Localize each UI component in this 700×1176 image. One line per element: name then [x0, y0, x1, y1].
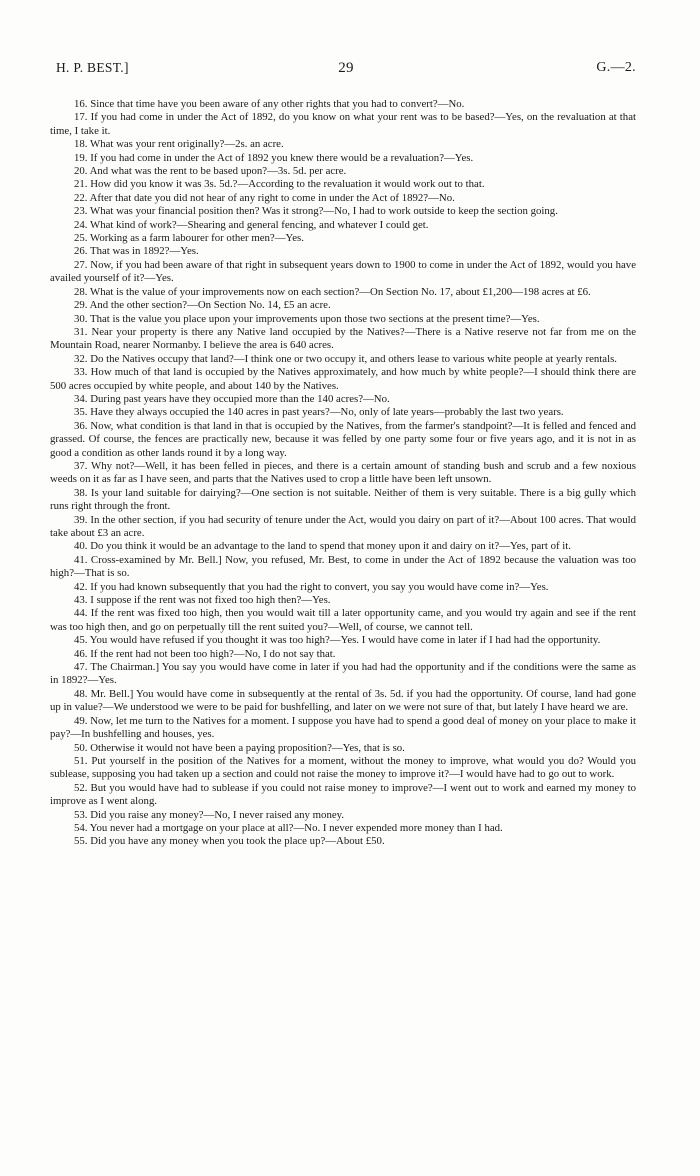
header-paper-reference: G.—2. — [596, 60, 636, 75]
testimony-paragraph: 46. If the rent had not been too high?—No, I do not say that. — [74, 647, 336, 660]
testimony-paragraph: 54. You never had a mortgage on your place at all?—No. I never expended more money than I had. — [74, 821, 503, 834]
testimony-paragraph: 52. But you would have had to sublease if you could not raise money to improve?—I went out to work and earned my money to improve as I went along. — [50, 781, 636, 808]
testimony-paragraph: 55. Did you have any money when you took the place up?—About £50. — [74, 835, 385, 848]
testimony-paragraph: 26. That was in 1892?—Yes. — [74, 245, 199, 258]
testimony-paragraph: 40. Do you think it would be an advantage to the land to spend that money upon it and dairy on it?—Yes, part of it. — [74, 540, 571, 553]
testimony-paragraph: 27. Now, if you had been aware of that right in subsequent years down to 1900 to come in under the Act of 1892, would you have availed yourself of it?—Yes. — [50, 258, 636, 285]
testimony-paragraph: 18. What was your rent originally?—2s. an acre. — [74, 138, 284, 151]
testimony-paragraph: 20. And what was the rent to be based upon?—3s. 5d. per acre. — [74, 165, 347, 178]
testimony-paragraph: 21. How did you know it was 3s. 5d.?—According to the revaluation it would work out to that. — [74, 178, 485, 191]
testimony-paragraph: 41. Cross-examined by Mr. Bell.] Now, you refused, Mr. Best, to come in under the Act of 1892 because the valuation was too high?—That is so. — [50, 553, 636, 580]
header-witness-name: H. P. BEST.] — [56, 60, 129, 75]
testimony-paragraph: 19. If you had come in under the Act of 1892 you knew there would be a revaluation?—Yes. — [74, 151, 474, 164]
testimony-paragraph: 25. Working as a farm labourer for other men?—Yes. — [74, 232, 304, 245]
testimony-paragraph: 31. Near your property is there any Native land occupied by the Natives?—There is a Native reserve not far from me on the Mountain Road, nearer Normanby. I believe the area is 640 acres. — [50, 325, 636, 352]
testimony-paragraph: 42. If you had known subsequently that you had the right to convert, you say you would have come in?—Yes. — [74, 580, 549, 593]
page-number: 29 — [338, 60, 354, 76]
testimony-paragraph: 29. And the other section?—On Section No. 14, £5 an acre. — [74, 299, 331, 312]
testimony-paragraph: 49. Now, let me turn to the Natives for a moment. I suppose you have had to spend a good deal of money on your place to make it pay?—In bushfelling and houses, yes. — [50, 714, 636, 741]
testimony-paragraph: 34. During past years have they occupied more than the 140 acres?—No. — [74, 392, 390, 405]
testimony-paragraph: 24. What kind of work?—Shearing and general fencing, and whatever I could get. — [74, 218, 429, 231]
testimony-paragraph: 35. Have they always occupied the 140 acres in past years?—No, only of late years—probably the last two years. — [74, 406, 564, 419]
testimony-paragraph: 32. Do the Natives occupy that land?—I think one or two occupy it, and others lease to various white people at yearly rentals. — [74, 352, 617, 365]
testimony-paragraph: 22. After that date you did not hear of any right to come in under the Act of 1892?—No. — [74, 191, 455, 204]
testimony-paragraph: 36. Now, what condition is that land in that is occupied by the Natives, from the farmer's standpoint?—It is felled and fenced and grassed. Of course, the fences are practically new, because it was felled by one party some four or five years ago, and it is not in as good a condition as other lands round it by a long way. — [50, 419, 636, 459]
testimony-paragraph: 39. In the other section, if you had security of tenure under the Act, would you dairy on part of it?—About 100 acres. That would take about £3 an acre. — [50, 513, 636, 539]
testimony-body — [50, 98, 636, 849]
testimony-paragraph: 47. The Chairman.] You say you would have come in later if you had had the opportunity and if the conditions were the same as in 1892?—Yes. — [50, 661, 636, 687]
testimony-paragraph: 48. Mr. Bell.] You would have come in subsequently at the rental of 3s. 5d. if you had the opportunity. Of course, land had gone up in value?—We understood we were to be paid for bushfelling, and later on we were not sure of that, but lately I have heard we are. — [50, 687, 636, 714]
testimony-paragraph: 43. I suppose if the rent was not fixed too high then?—Yes. — [74, 594, 331, 607]
testimony-paragraph: 50. Otherwise it would not have been a paying proposition?—Yes, that is so. — [74, 741, 405, 754]
testimony-paragraph: 17. If you had come in under the Act of 1892, do you know on what your rent was to be based?—Yes, on the revaluation at that time, I take it. — [50, 111, 636, 137]
testimony-paragraph: 53. Did you raise any money?—No, I never raised any money. — [74, 808, 345, 821]
testimony-paragraph: 33. How much of that land is occupied by the Natives approximately, and how much by white people?—I should think there are 500 acres occupied by white people, and about 140 by the Natives. — [50, 366, 636, 392]
testimony-paragraph: 23. What was your financial position then? Was it strong?—No, I had to work outside to keep the section going. — [74, 205, 558, 218]
testimony-paragraph: 38. Is your land suitable for dairying?—One section is not suitable. Neither of them is very suitable. There is a big gully which runs right through the front. — [50, 486, 636, 513]
testimony-paragraph: 51. Put yourself in the position of the Natives for a moment, without the money to improve, what would you do? Would you sublease, supposing you had taken up a section and could not raise the money to improve it?—I would have had to go out to work. — [50, 754, 636, 781]
testimony-paragraph: 37. Why not?—Well, it has been felled in pieces, and there is a certain amount of standing bush and scrub and a few noxious weeds on it as far as I have seen, and parts that the Natives used to crop a little have been left unsown. — [50, 459, 636, 486]
testimony-paragraph: 45. You would have refused if you thought it was too high?—Yes. I would have come in later if I had had the opportunity. — [74, 634, 601, 647]
testimony-paragraph: 44. If the rent was fixed too high, then you would wait till a later opportunity came, and you would try again and see if the rent was too high then, and go on perpetually till the rent suited you?—Well, of course, we cannot tell. — [50, 607, 636, 633]
testimony-paragraph: 28. What is the value of your improvements now on each section?—On Section No. 17, about £1,200—198 acres at £6. — [74, 285, 591, 298]
testimony-paragraph: 16. Since that time have you been aware of any other rights that you had to convert?—No. — [74, 98, 465, 110]
testimony-paragraph: 30. That is the value you place upon your improvements upon those two sections at the present time?—Yes. — [74, 312, 540, 325]
page-header — [56, 60, 636, 78]
